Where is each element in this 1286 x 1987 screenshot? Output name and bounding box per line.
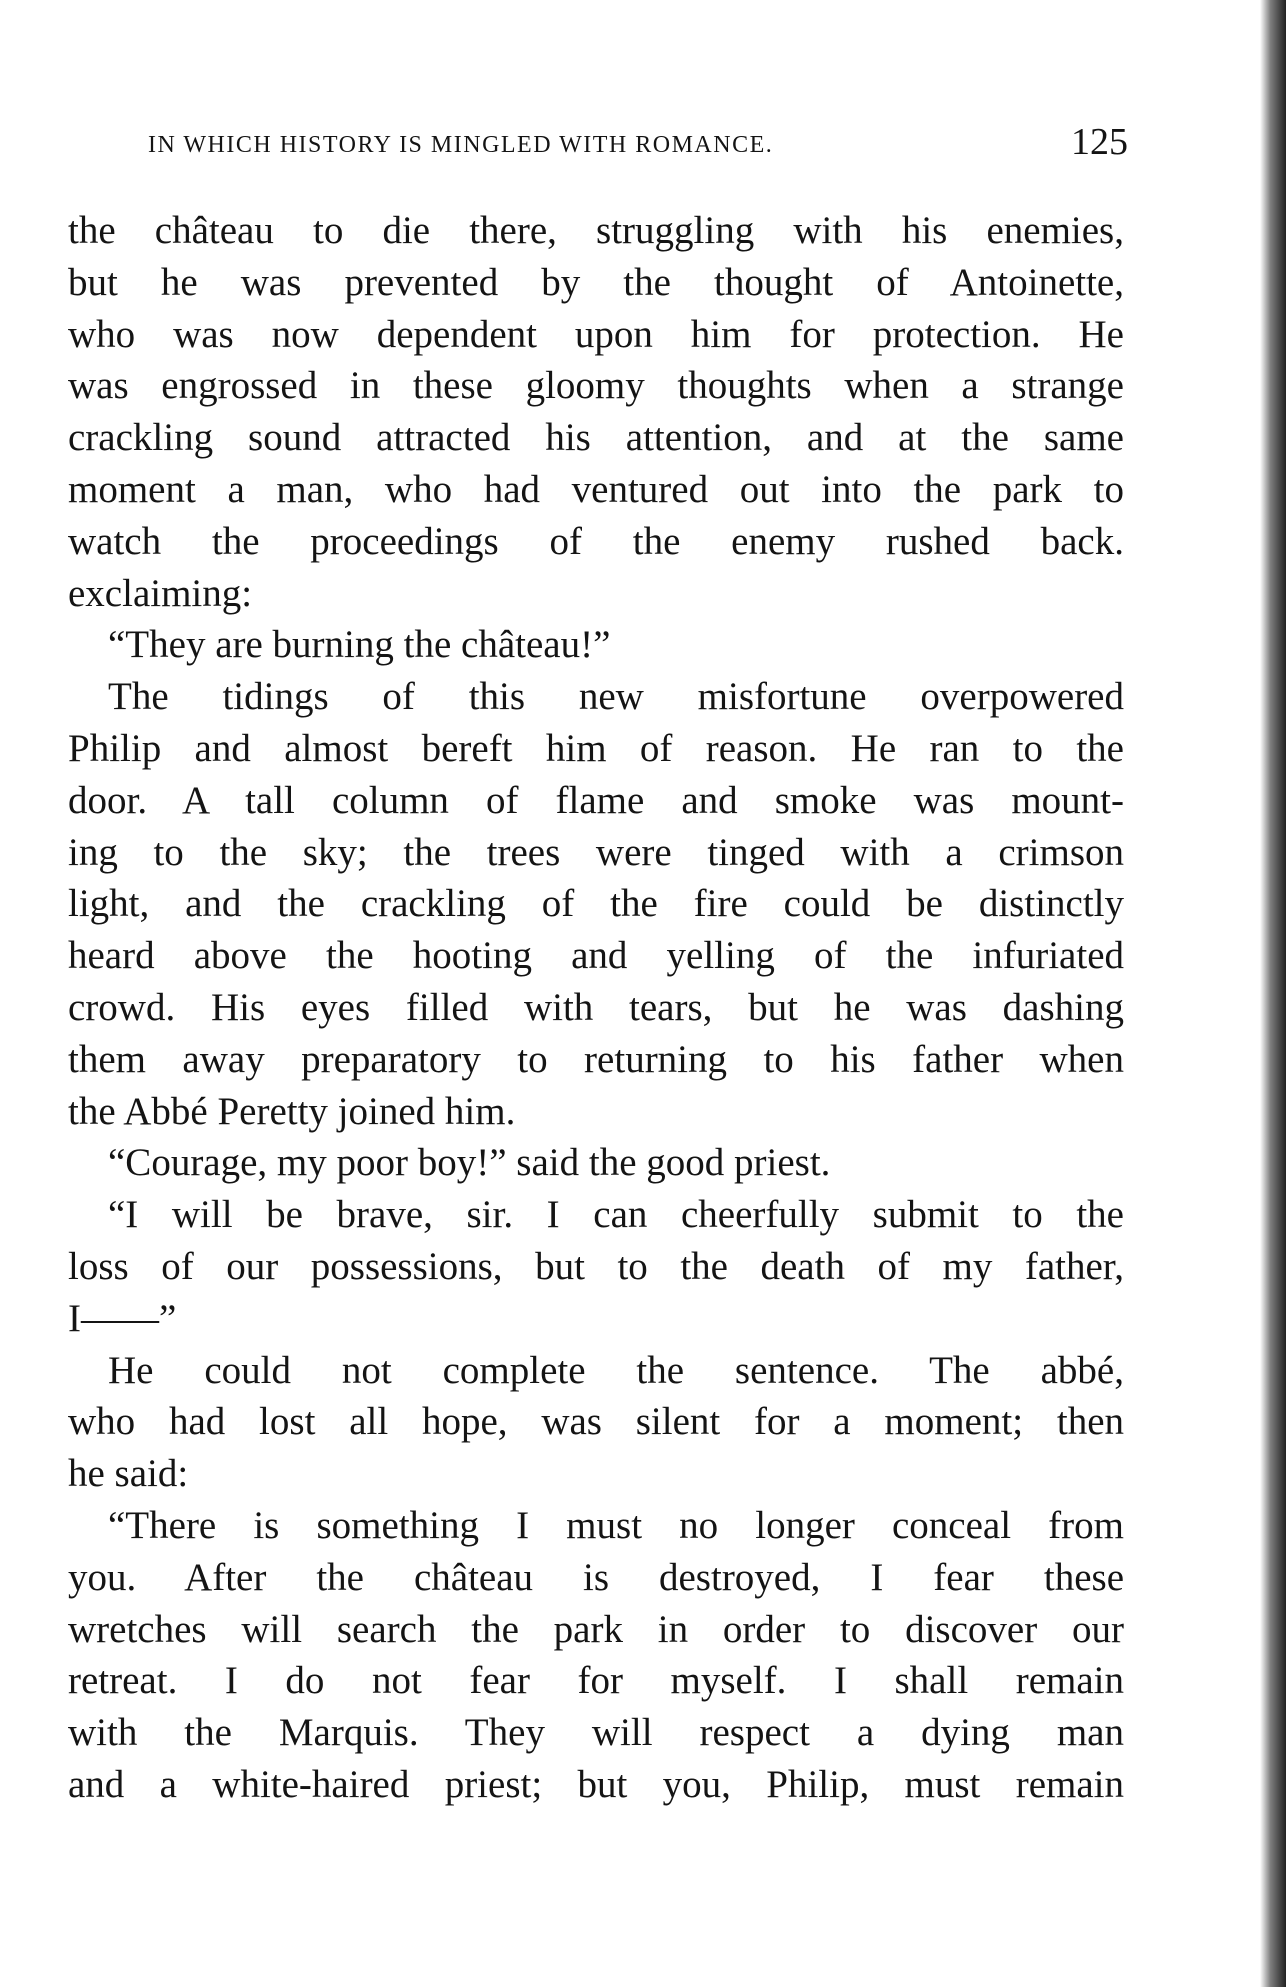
page-number: 125 <box>1071 121 1128 163</box>
text-line: you. After the château is destroyed, I fear these <box>68 1555 1124 1599</box>
text-line: crowd. His eyes filled with tears, but he was dashing <box>68 985 1124 1029</box>
text-line: moment a man, who had ventured out into the park to <box>68 467 1124 511</box>
text-line: I——” <box>68 1296 177 1340</box>
text-line: retreat. I do not fear for myself. I shall remain <box>68 1659 1124 1703</box>
page-edge-shadow <box>1260 0 1286 1987</box>
text-line: but he was prevented by the thought of Antoinette, <box>68 260 1124 304</box>
text-line: “Courage, my poor boy!” said the good priest. <box>108 1141 831 1185</box>
text-line: light, and the crackling of the fire could be distinctly <box>68 882 1124 926</box>
body-text <box>68 205 1124 1811</box>
running-head <box>148 120 1128 170</box>
text-line: loss of our possessions, but to the death of my father, <box>68 1244 1124 1288</box>
text-line: who had lost all hope, was silent for a moment; then <box>68 1400 1124 1444</box>
text-line: exclaiming: <box>68 571 253 615</box>
text-line: the Abbé Peretty joined him. <box>68 1089 516 1133</box>
text-line: ing to the sky; the trees were tinged with a crimson <box>68 830 1124 874</box>
text-line: he said: <box>68 1452 189 1496</box>
text-line: “There is something I must no longer conceal from <box>108 1503 1124 1547</box>
text-line: He could not complete the sentence. The abbé, <box>108 1348 1124 1392</box>
text-line: Philip and almost bereft him of reason. He ran to the <box>68 726 1124 770</box>
text-line: The tidings of this new misfortune overpowered <box>108 675 1124 719</box>
text-line: crackling sound attracted his attention, and at the same <box>68 416 1124 460</box>
text-line: and a white-haired priest; but you, Philip, must remain <box>68 1762 1124 1806</box>
text-line: “They are burning the château!” <box>108 623 611 667</box>
text-line: with the Marquis. They will respect a dying man <box>68 1711 1124 1755</box>
running-title: IN WHICH HISTORY IS MINGLED WITH ROMANCE. <box>148 132 774 158</box>
text-line: who was now dependent upon him for protection. He <box>68 312 1124 356</box>
text-line: was engrossed in these gloomy thoughts when a strange <box>68 364 1124 408</box>
text-line: them away preparatory to returning to his father when <box>68 1037 1124 1081</box>
text-line: heard above the hooting and yelling of the infuriated <box>68 934 1124 978</box>
text-line: watch the proceedings of the enemy rushed back. <box>68 519 1124 563</box>
text-line: “I will be brave, sir. I can cheerfully submit to the <box>108 1193 1124 1237</box>
text-line: wretches will search the park in order to discover our <box>68 1607 1124 1651</box>
text-line: the château to die there, struggling with his enemies, <box>68 209 1124 252</box>
text-line: door. A tall column of flame and smoke was mount- <box>68 778 1124 822</box>
